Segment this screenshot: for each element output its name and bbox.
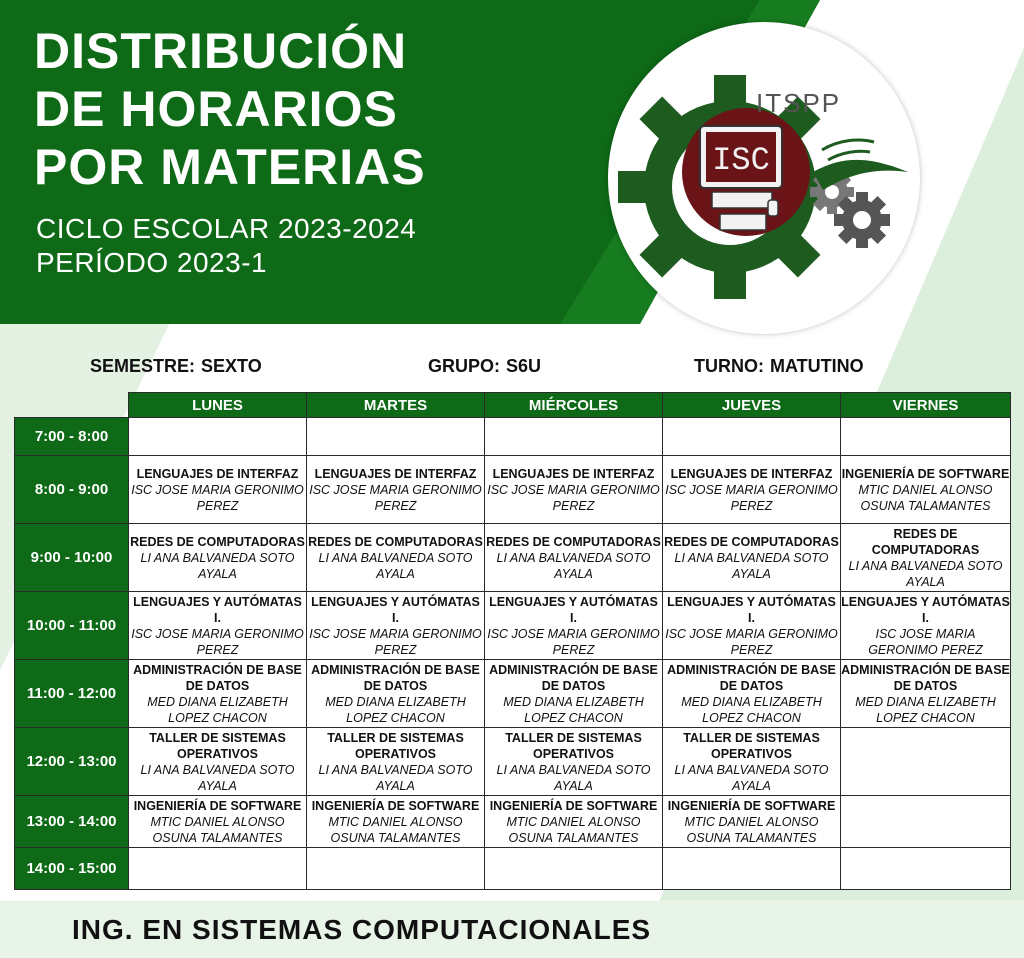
teacher-name: LI ANA BALVANEDA SOTO AYALA — [496, 550, 651, 581]
schedule-cell — [663, 456, 841, 524]
time-slot: 8:00 - 9:00 — [15, 456, 129, 524]
subject-name: LENGUAJES Y AUTÓMATAS I. — [667, 594, 836, 625]
subject-name: TALLER DE SISTEMAS OPERATIVOS — [149, 730, 286, 761]
group-value: S6U — [506, 356, 542, 376]
schedule-cell — [129, 796, 307, 848]
schedule-cell — [485, 456, 663, 524]
table-row — [15, 728, 1011, 796]
schedule-cell — [485, 418, 663, 456]
teacher-name: LI ANA BALVANEDA SOTO AYALA — [140, 762, 295, 793]
shift-value: MATUTINO — [770, 356, 864, 376]
schedule-cell — [663, 592, 841, 660]
schedule-cell — [841, 728, 1011, 796]
schedule-cell — [485, 660, 663, 728]
title-line-2: DE HORARIOS — [34, 81, 398, 137]
schedule-cell — [663, 418, 841, 456]
logo-isc-text: ISC — [712, 142, 770, 179]
teacher-name: MTIC DANIEL ALONSO OSUNA TALAMANTES — [328, 814, 463, 845]
schedule-cell — [841, 418, 1011, 456]
page-title — [34, 22, 426, 196]
time-slot: 12:00 - 13:00 — [15, 728, 129, 796]
teacher-name: MED DIANA ELIZABETH LOPEZ CHACON — [147, 694, 288, 725]
schedule-cell — [129, 456, 307, 524]
cycle-text: CICLO ESCOLAR 2023-2024 — [36, 213, 417, 244]
schedule-cell — [307, 796, 485, 848]
schedule-cell — [307, 728, 485, 796]
subject-name: ADMINISTRACIÓN DE BASE DE DATOS — [667, 662, 836, 693]
subject-name: ADMINISTRACIÓN DE BASE DE DATOS — [311, 662, 480, 693]
schedule-cell — [663, 796, 841, 848]
subject-name: LENGUAJES Y AUTÓMATAS I. — [841, 594, 1010, 625]
title-line-3: POR MATERIAS — [34, 139, 426, 195]
schedule-cell — [129, 524, 307, 592]
table-row — [15, 418, 1011, 456]
teacher-name: ISC JOSE MARIA GERONIMO PEREZ — [309, 482, 482, 513]
day-header: LUNES — [129, 393, 307, 418]
schedule-cell — [841, 796, 1011, 848]
schedule-cell — [307, 660, 485, 728]
time-slot: 9:00 - 10:00 — [15, 524, 129, 592]
teacher-name: MTIC DANIEL ALONSO OSUNA TALAMANTES — [858, 482, 993, 513]
table-row — [15, 796, 1011, 848]
subject-name: INGENIERÍA DE SOFTWARE — [841, 466, 1010, 481]
school-cycle — [36, 212, 416, 280]
time-slot: 7:00 - 8:00 — [15, 418, 129, 456]
schedule-cell — [663, 660, 841, 728]
schedule-cell — [663, 524, 841, 592]
teacher-name: ISC JOSE MARIA GERONIMO PEREZ — [487, 626, 660, 657]
subject-name: LENGUAJES DE INTERFAZ — [670, 466, 833, 481]
time-slot: 14:00 - 15:00 — [15, 848, 129, 890]
subject-name: INGENIERÍA DE SOFTWARE — [489, 798, 658, 813]
schedule-cell — [307, 592, 485, 660]
schedule-cell — [841, 524, 1011, 592]
schedule-table — [14, 392, 1011, 890]
subject-name: ADMINISTRACIÓN DE BASE DE DATOS — [133, 662, 302, 693]
group-info — [428, 356, 541, 377]
day-header: MARTES — [307, 393, 485, 418]
table-row — [15, 848, 1011, 890]
subject-name: LENGUAJES DE INTERFAZ — [136, 466, 299, 481]
table-row — [15, 660, 1011, 728]
schedule-cell — [307, 848, 485, 890]
schedule-cell — [307, 524, 485, 592]
subject-name: ADMINISTRACIÓN DE BASE DE DATOS — [489, 662, 658, 693]
logo-itspp-text: ITSPP — [756, 88, 842, 118]
schedule-cell — [129, 848, 307, 890]
schedule-cell — [663, 728, 841, 796]
schedule-cell — [841, 660, 1011, 728]
teacher-name: ISC JOSE MARIA GERONIMO PEREZ — [131, 626, 304, 657]
teacher-name: ISC JOSE MARIA GERONIMO PEREZ — [131, 482, 304, 513]
shift-label: TURNO: — [694, 356, 764, 376]
shift-info — [694, 356, 864, 377]
subject-name: TALLER DE SISTEMAS OPERATIVOS — [505, 730, 642, 761]
schedule-cell — [129, 728, 307, 796]
schedule-cell — [129, 418, 307, 456]
group-label: GRUPO: — [428, 356, 500, 376]
schedule-cell — [663, 848, 841, 890]
schedule-cell — [841, 848, 1011, 890]
teacher-name: MED DIANA ELIZABETH LOPEZ CHACON — [325, 694, 466, 725]
table-row — [15, 592, 1011, 660]
teacher-name: LI ANA BALVANEDA SOTO AYALA — [318, 762, 473, 793]
time-slot: 10:00 - 11:00 — [15, 592, 129, 660]
teacher-name: LI ANA BALVANEDA SOTO AYALA — [140, 550, 295, 581]
teacher-name: ISC JOSE MARIA GERONIMO PEREZ — [665, 482, 838, 513]
schedule-meta — [0, 356, 1024, 380]
teacher-name: LI ANA BALVANEDA SOTO AYALA — [674, 762, 829, 793]
subject-name: LENGUAJES Y AUTÓMATAS I. — [489, 594, 658, 625]
day-header-row — [15, 393, 1011, 418]
subject-name: REDES DE COMPUTADORAS — [664, 534, 839, 549]
schedule-cell — [129, 592, 307, 660]
subject-name: REDES DE COMPUTADORAS — [486, 534, 661, 549]
time-slot: 13:00 - 14:00 — [15, 796, 129, 848]
teacher-name: LI ANA BALVANEDA SOTO AYALA — [318, 550, 473, 581]
schedule-cell — [485, 848, 663, 890]
career-footer: ING. EN SISTEMAS COMPUTACIONALES — [72, 914, 652, 945]
table-row — [15, 456, 1011, 524]
teacher-name: ISC JOSE MARIA GERONIMO PEREZ — [487, 482, 660, 513]
time-slot: 11:00 - 12:00 — [15, 660, 129, 728]
teacher-name: MED DIANA ELIZABETH LOPEZ CHACON — [503, 694, 644, 725]
gear-computer-logo-icon — [608, 22, 920, 334]
subject-name: LENGUAJES DE INTERFAZ — [492, 466, 655, 481]
teacher-name: MTIC DANIEL ALONSO OSUNA TALAMANTES — [150, 814, 285, 845]
teacher-name: LI ANA BALVANEDA SOTO AYALA — [496, 762, 651, 793]
schedule-cell — [485, 728, 663, 796]
subject-name: INGENIERÍA DE SOFTWARE — [311, 798, 480, 813]
subject-name: INGENIERÍA DE SOFTWARE — [133, 798, 302, 813]
period-text: PERÍODO 2023-1 — [36, 247, 268, 278]
table-corner — [15, 393, 129, 418]
subject-name: INGENIERÍA DE SOFTWARE — [667, 798, 836, 813]
subject-name: LENGUAJES DE INTERFAZ — [314, 466, 477, 481]
teacher-name: MTIC DANIEL ALONSO OSUNA TALAMANTES — [506, 814, 641, 845]
schedule-cell — [841, 592, 1011, 660]
schedule-cell — [485, 592, 663, 660]
semester-value: SEXTO — [201, 356, 262, 376]
subject-name: LENGUAJES Y AUTÓMATAS I. — [133, 594, 302, 625]
title-line-1: DISTRIBUCIÓN — [34, 23, 408, 79]
subject-name: LENGUAJES Y AUTÓMATAS I. — [311, 594, 480, 625]
teacher-name: MED DIANA ELIZABETH LOPEZ CHACON — [855, 694, 996, 725]
schedule-cell — [307, 418, 485, 456]
schedule-cell — [307, 456, 485, 524]
schedule-cell — [485, 796, 663, 848]
schedule-cell — [841, 456, 1011, 524]
teacher-name: LI ANA BALVANEDA SOTO AYALA — [848, 558, 1003, 589]
table-row — [15, 524, 1011, 592]
subject-name: REDES DE COMPUTADORAS — [130, 534, 305, 549]
semester-label: SEMESTRE: — [90, 356, 196, 376]
teacher-name: ISC JOSE MARIA GERONIMO PEREZ — [665, 626, 838, 657]
day-header: MIÉRCOLES — [485, 393, 663, 418]
day-header: JUEVES — [663, 393, 841, 418]
day-header: VIERNES — [841, 393, 1011, 418]
teacher-name: MTIC DANIEL ALONSO OSUNA TALAMANTES — [684, 814, 819, 845]
teacher-name: LI ANA BALVANEDA SOTO AYALA — [674, 550, 829, 581]
subject-name: TALLER DE SISTEMAS OPERATIVOS — [327, 730, 464, 761]
subject-name: REDES DE COMPUTADORAS — [308, 534, 483, 549]
teacher-name: ISC JOSE MARIA GERONIMO PEREZ — [309, 626, 482, 657]
teacher-name: ISC JOSE MARIA GERONIMO PEREZ — [868, 626, 983, 657]
schedule-cell — [485, 524, 663, 592]
semester-info — [90, 356, 262, 377]
subject-name: TALLER DE SISTEMAS OPERATIVOS — [683, 730, 820, 761]
subject-name: ADMINISTRACIÓN DE BASE DE DATOS — [841, 662, 1010, 693]
career-logo — [608, 22, 920, 334]
schedule-cell — [129, 660, 307, 728]
subject-name: REDES DE COMPUTADORAS — [871, 526, 980, 557]
teacher-name: MED DIANA ELIZABETH LOPEZ CHACON — [681, 694, 822, 725]
